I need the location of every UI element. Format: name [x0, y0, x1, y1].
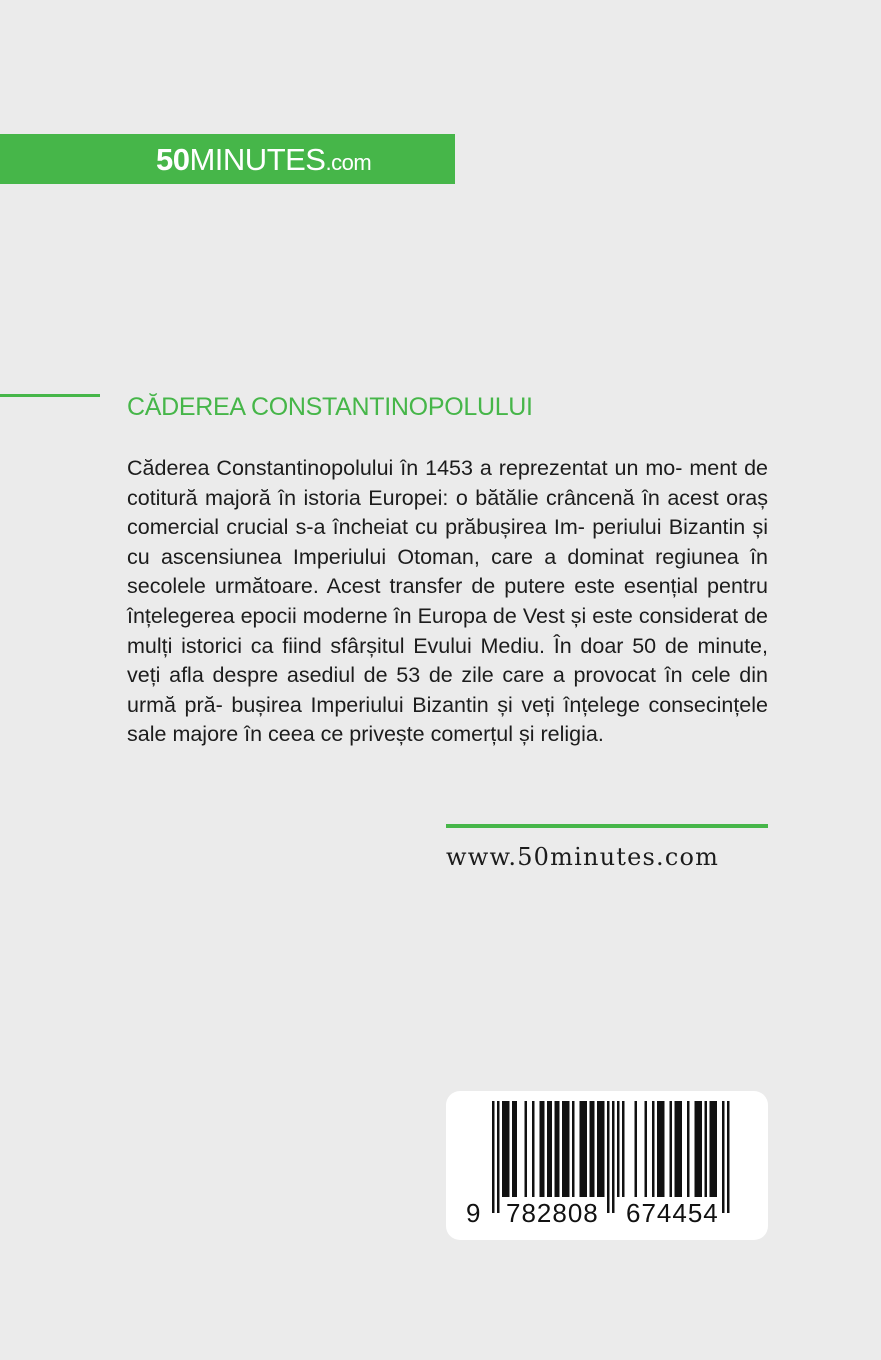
description-line: Europa de Vest și este considerat de mulți istorici ca fiind	[127, 603, 768, 658]
isbn-barcode	[446, 1091, 768, 1240]
barcode-bar	[582, 1101, 585, 1197]
barcode-bar	[705, 1101, 708, 1197]
barcode-bar	[712, 1101, 715, 1197]
barcode-bar	[532, 1101, 535, 1197]
barcode-bar	[590, 1101, 593, 1197]
barcode-digit-first: 9	[466, 1198, 482, 1228]
barcode-bar	[657, 1101, 660, 1197]
barcode-bar	[507, 1101, 510, 1197]
barcode-bar	[592, 1101, 595, 1197]
description-line: majore în ceea ce privește comerțul și religia.	[172, 722, 604, 747]
barcode-bar	[567, 1101, 570, 1197]
barcode-bar	[542, 1101, 545, 1197]
barcode-bar	[547, 1101, 550, 1197]
barcode-guard-bar	[612, 1101, 615, 1213]
barcode-bar	[505, 1101, 508, 1197]
barcode-guard-bar	[727, 1101, 730, 1213]
barcode-bar	[687, 1101, 690, 1197]
barcode-bar	[662, 1101, 665, 1197]
barcode-bar	[715, 1101, 718, 1197]
barcode-bar	[710, 1101, 713, 1197]
barcode-bar	[515, 1101, 518, 1197]
barcode-bar	[680, 1101, 683, 1197]
barcode-bar	[675, 1101, 678, 1197]
description-line: putere este esențial pentru înțelegerea epocii moderne în	[127, 574, 768, 628]
barcode-bar	[622, 1101, 625, 1197]
barcode-bar	[597, 1101, 600, 1197]
barcode-bar	[652, 1101, 655, 1197]
barcode-bar	[562, 1101, 565, 1197]
barcode-bar	[540, 1101, 543, 1197]
barcode-bar	[617, 1101, 620, 1197]
barcode-bar	[502, 1101, 505, 1197]
barcode-bar	[602, 1101, 605, 1197]
description-line: sfârșitul Evului Mediu. În doar 50 de minute, veți afla despre	[127, 633, 768, 688]
barcode-guard-bar	[497, 1101, 500, 1213]
barcode-bar	[660, 1101, 663, 1197]
description-line: Căderea Constantinopolului în 1453 a reprezentat un mo-	[127, 456, 683, 480]
barcode-bar	[670, 1101, 673, 1197]
barcode-guard-bar	[492, 1101, 495, 1213]
barcode-bar	[512, 1101, 515, 1197]
description-line: a dominat regiunea în secolele următoare. Acest transfer de	[127, 544, 768, 599]
barcode-guard-bar	[607, 1101, 610, 1213]
title-divider	[0, 394, 100, 397]
barcode-guard-bar	[722, 1101, 725, 1213]
barcode-bar	[585, 1101, 588, 1197]
barcode-bar	[695, 1101, 698, 1197]
description-line: periului Bizantin și cu ascensiunea Imperiului Otoman, care	[127, 515, 768, 569]
barcode-bar	[550, 1101, 553, 1197]
brand-logo	[156, 142, 371, 181]
barcode-bar	[557, 1101, 560, 1197]
barcode-bar	[645, 1101, 648, 1197]
barcode-bars	[446, 1091, 768, 1240]
barcode-bar	[635, 1101, 638, 1197]
barcode-bar	[525, 1101, 528, 1197]
book-description	[127, 454, 768, 750]
website-url: www.50minutes.com	[446, 843, 720, 871]
brand-logo-tld: .com	[325, 150, 372, 175]
barcode-bar	[677, 1101, 680, 1197]
barcode-bar	[555, 1101, 558, 1197]
barcode-bar	[600, 1101, 603, 1197]
description-line: bușirea Imperiului Bizantin și veți înțelege consecințele sale	[127, 692, 768, 747]
barcode-group-right: 674454	[626, 1198, 719, 1228]
barcode-bar	[565, 1101, 568, 1197]
barcode-bar	[700, 1101, 703, 1197]
barcode-bar	[580, 1101, 583, 1197]
barcode-bar	[697, 1101, 700, 1197]
website-divider	[446, 824, 768, 828]
description-line: asediul de 53 de zile care a provocat în cele din urmă pră-	[127, 663, 768, 717]
barcode-group-left: 782808	[506, 1198, 599, 1228]
brand-logo-word: MINUTES	[189, 142, 326, 177]
description-line: în acest oraș comercial crucial s-a încheiat cu prăbușirea Im-	[127, 485, 768, 540]
description-line: ment de cotitură majoră în istoria Europei: o bătălie crâncenă	[127, 456, 768, 510]
book-title: CĂDEREA CONSTANTINOPOLULUI	[127, 393, 533, 421]
barcode-bar	[572, 1101, 575, 1197]
brand-logo-number: 50	[156, 142, 190, 177]
